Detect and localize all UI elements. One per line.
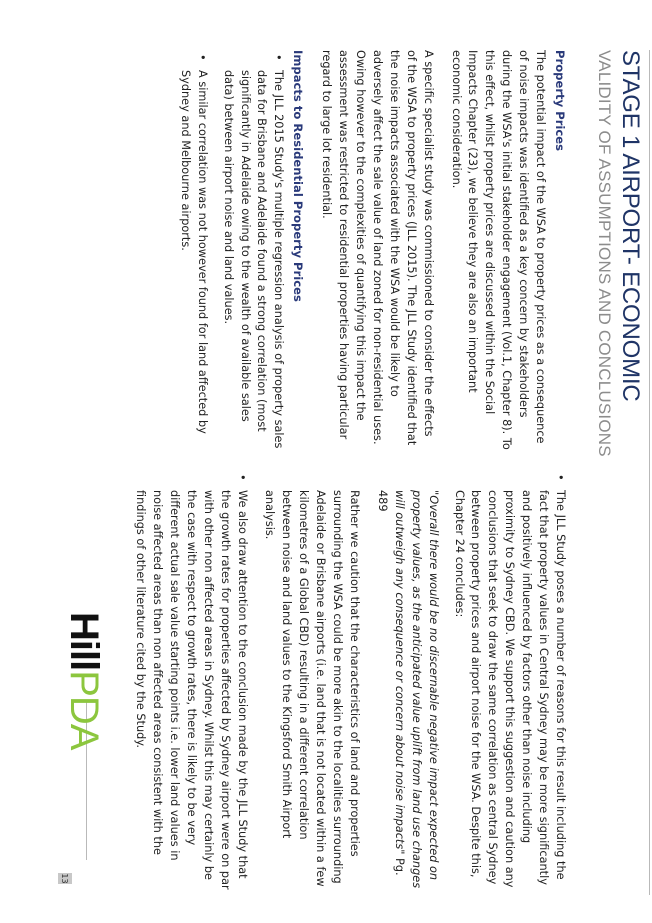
bullet-list-right-2	[131, 470, 249, 890]
paragraph-property-prices: The potential impact of the WSA to property prices as a consequence of noise impacts was identified as a key concern by stakeholders during the WSA's initial stakeholder engagement (Vol.1, Chapter 8). To this effect, whilst property prices are discussed within the Social Impacts Chapter (23), we believe they are also an important economic consideration.	[449, 50, 548, 450]
chapter-quote: "Overall there would be no discernable negative impact expected on property values, as the anticipated value uplift from land use changes will outweigh any consequence or concern about noise impacts"	[392, 490, 440, 889]
quote-paragraph	[373, 470, 441, 890]
list-item-text: The JLL Study poses a number of reasons for this result including the fact that property values in Central Sydney may be more significantly and positively influenced by factors other than noise including proximity to Sydney CBD. We support this suggestion and caution any conclusions that seek to draw the same correlation as central Sydney between property prices and airport noise for the WSA. Despite this, Chapter 24 concludes:	[452, 490, 567, 888]
bullet-icon: •	[235, 474, 249, 481]
list-item	[176, 50, 210, 450]
hillpda-logo	[64, 612, 104, 749]
left-column	[167, 50, 568, 450]
paragraph-caution: Rather we caution that the characteristics of land and properties surrounding the WSA could be more akin to the localities surrounding Adelaide or Brisbane airports (i.e. land that is not located within a few kilometres of a Global CBD) resulting in a different correlation between noise and land values to the Kingsford Smith Airport analysis.	[263, 490, 362, 887]
heading-property-prices: Property Prices	[553, 50, 567, 152]
heading-residential-impacts: Impacts to Residential Property Prices	[291, 50, 306, 302]
logo-pda: PDA	[62, 670, 106, 750]
list-item	[219, 50, 287, 450]
list-item	[450, 470, 568, 890]
paragraph-specialist-study: A specific specialist study was commissioned to consider the effects of the WSA to property prices (JLL 2015). The JLL Study identified that the noise impacts associated with the WSA would be likely to adversely affect the sale value of land zoned for non-residential uses. Owing however to the complexities of quantifying this impact the assessment was restricted to residential properties having particular regard to large lot residential.	[320, 50, 435, 446]
list-item-text: A similar correlation was not however found for land affected by Sydney and Melbourne airports.	[178, 70, 209, 434]
page-title: STAGE 1 AIRPORT- ECONOMIC	[617, 50, 644, 402]
logo-hill: Hill	[62, 612, 106, 671]
page-subtitle: VALIDITY OF ASSUMPTIONS AND CONCLUSIONS	[595, 50, 614, 457]
bullet-icon: •	[554, 474, 567, 481]
right-column	[122, 470, 568, 890]
page-number: 13	[58, 873, 72, 884]
list-item-text: The JLL 2015 Study's multiple regression analysis of property sales data for Brisbane and Adelaide found a strong correlation (most significantly in Adelaide owing to the wealth of available sales data) between airport noise and land values.	[221, 70, 286, 449]
bullet-list-left	[176, 50, 286, 450]
bullet-icon: •	[272, 54, 286, 61]
list-item	[131, 470, 249, 890]
bullet-list-right	[450, 470, 568, 890]
list-item-text: We also draw attention to the conclusion made by the JLL Study that the growth rates for properties affected by Sydney airport were on par with other non affected areas in Sydney. Whilst this may certainly be the case with respect to growth rates, there is likely to be very different actual sale value starting points i.e. lower land values in noise affected areas than non affected areas consistent with the findings of other literature cited by the Study.	[134, 490, 249, 890]
top-rule	[649, 50, 650, 895]
bullet-icon: •	[195, 54, 209, 61]
quote-page-reference: Pg. 489	[375, 490, 406, 876]
